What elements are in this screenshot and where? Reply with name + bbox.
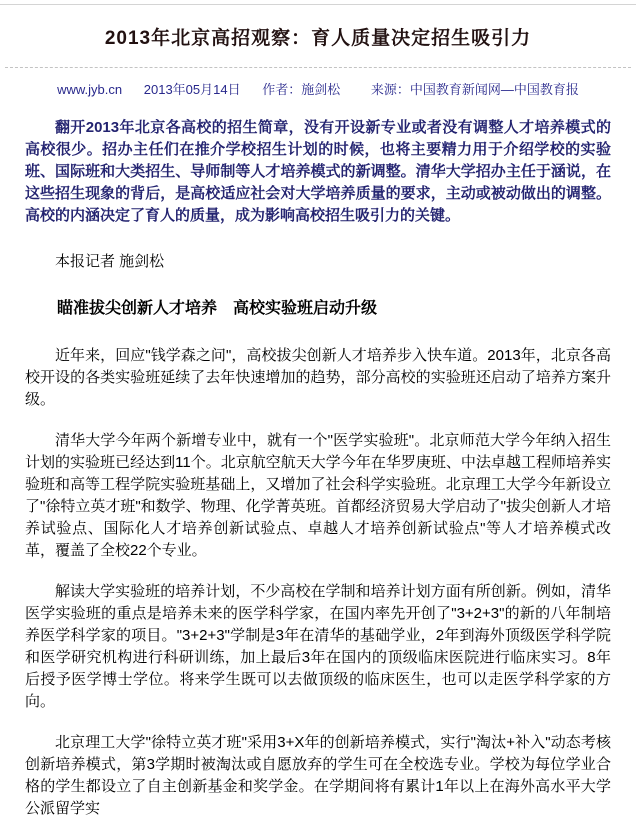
lead-paragraph: 翻开2013年北京各高校的招生简章，没有开设新专业或者没有调整人才培养模式的高校很少。招办主任们在推介学校招生计划的时候，也将主要精力用于介绍学校的实验班、国际班和大类招生、导师制等人才培养模式的新调整。清华大学招办主任于涵说，在这些招生现象的背后，是高校适应社会对大学培养质量的要求，主动或被动做出的调整。高校的内涵决定了育人的质量，成为影响高校招生吸引力的关键。	[25, 119, 611, 224]
author-credit: 作者：施剑松	[262, 82, 341, 97]
site-link[interactable]: www.jyb.cn	[57, 82, 123, 97]
body-paragraph: 近年来，回应"钱学森之问"，高校拔尖创新人才培养步入快车道。2013年，北京各高校开设的各类实验班延续了去年快速增加的趋势，部分高校的实验班还启动了培养方案升级。	[25, 347, 611, 408]
section-heading: 瞄准拔尖创新人才培养 高校实验班启动升级	[57, 300, 378, 317]
body-paragraph: 清华大学今年两个新增专业中，就有一个"医学实验班"。北京师范大学今年纳入招生计划的实验班已经达到11个。北京航空航天大学今年在华罗庚班、中法卓越工程师培养实验班和高等工程学院实验班基础上，又增加了社会科学实验班。北京理工大学今年新设立了"徐特立英才班"和数学、物理、化学菁英班。首都经济贸易大学启动了"拔尖创新人才培养试验点、国际化人才培养创新试验点、卓越人才培养创新试验点"等人才培养模式改革，覆盖了全校22个专业。	[25, 432, 611, 559]
body-paragraph: 北京理工大学"徐特立英才班"采用3+X年的创新培养模式，实行"淘汰+补入"动态考核创新培养模式，第3学期时被淘汰或自愿放弃的学生可在全校选专业。学校为每位学业合格的学生都设立了自主创新基金和奖学金。在学期间将有累计1年以上在海外高水平大学公派留学实	[25, 734, 611, 817]
article-page	[0, 4, 636, 817]
body-paragraph: 解读大学实验班的培养计划，不少高校在学制和培养计划方面有所创新。例如，清华医学实验班的重点是培养未来的医学科学家，在国内率先开创了"3+2+3"的新的八年制培养医学科学家的项目。"3+2+3"学制是3年在清华的基础学业，2年到海外顶级医学科学院和医学研究机构进行科研训练，加上最后3年在国内的顶级临床医院进行临床实习。8年后授予医学博士学位。将来学生既可以去做顶级的临床医生，也可以走医学科学家的方向。	[25, 583, 611, 710]
article-meta	[0, 79, 636, 98]
source-credit: 来源：中国教育新闻网—中国教育报	[370, 82, 579, 97]
article-body	[25, 117, 611, 820]
byline: 本报记者 施剑松	[55, 253, 165, 270]
article-title: 2013年北京高招观察：育人质量决定招生吸引力	[104, 28, 532, 49]
title-divider	[5, 67, 631, 68]
top-divider	[0, 4, 636, 5]
publish-date: 2013年05月14日	[143, 82, 241, 97]
